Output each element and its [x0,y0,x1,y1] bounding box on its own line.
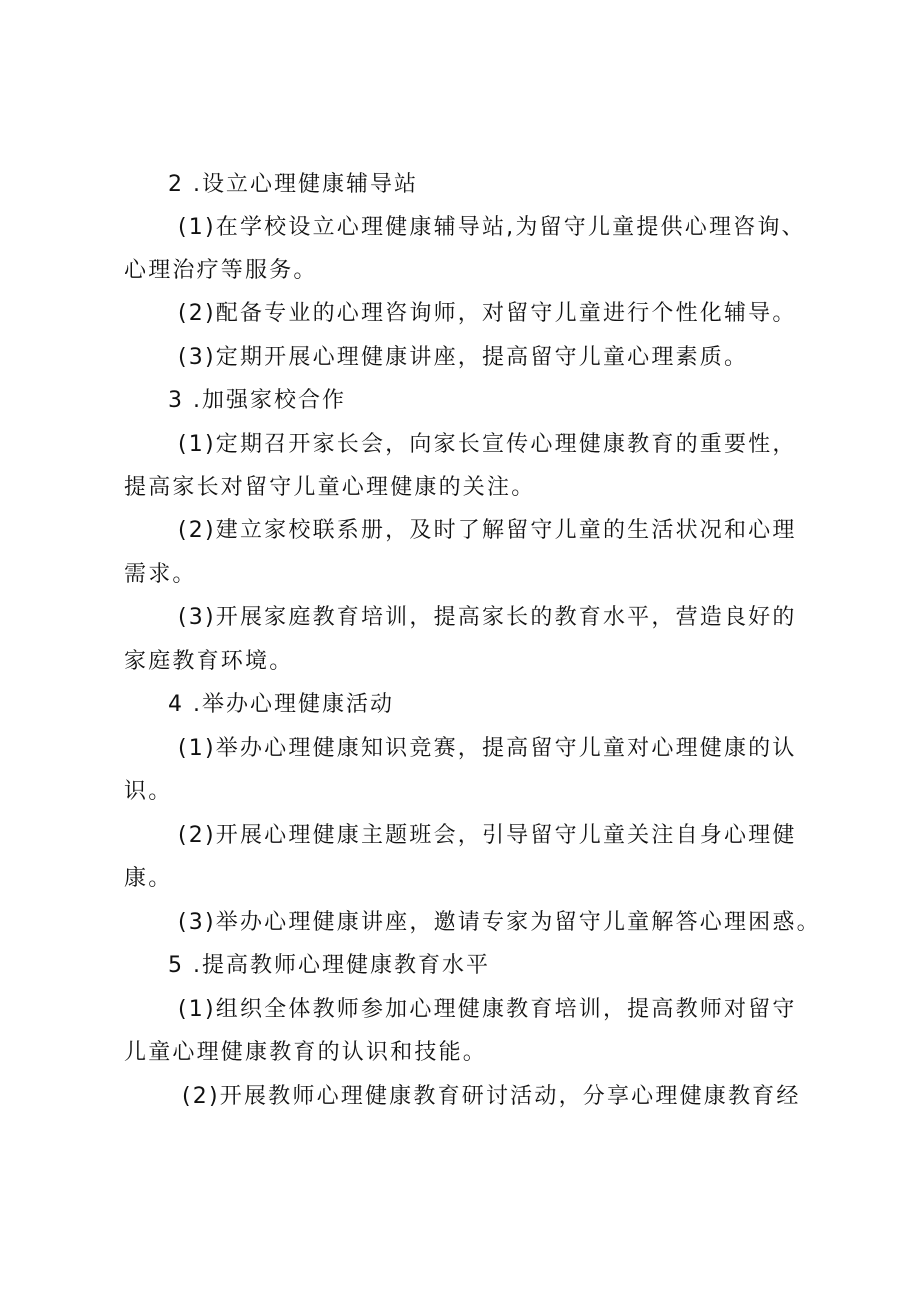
paragraph-line: (3)定期开展心理健康讲座，提高留守儿童心理素质。 [178,345,749,370]
paragraph-line: 心理治疗等服务。 [124,258,318,283]
paragraph-line: 提高家长对留守儿童心理健康的关注。 [124,475,536,500]
paragraph-line: (1)定期召开家长会，向家长宣传心理健康教育的重要性， [178,432,797,457]
paragraph-line: (3)举办心理健康讲座，邀请专家为留守儿童解答心理困惑。 [178,910,821,935]
paragraph-line: (2)开展心理健康主题班会，引导留守儿童关注自身心理健 [178,823,797,848]
paragraph-line: (1)在学校设立心理健康辅导站,为留守儿童提供心理咨询、 [178,215,806,240]
section-heading: 4 .举办心理健康活动 [168,692,394,717]
paragraph-line: 需求。 [124,562,197,587]
section-heading: 5 .提高教师心理健康教育水平 [168,953,490,978]
paragraph-line: (2)建立家校联系册，及时了解留守儿童的生活状况和心理 [178,518,797,543]
paragraph-line: 儿童心理健康教育的认识和技能。 [124,1040,488,1065]
paragraph-line: 家庭教育环境。 [124,649,294,674]
paragraph-line: (1)组织全体教师参加心理健康教育培训，提高教师对留守 [178,997,797,1022]
paragraph-line: (2)配备专业的心理咨询师，对留守儿童进行个性化辅导。 [178,301,797,326]
paragraph-line: 康。 [124,866,173,891]
paragraph-line: (2)开展教师心理健康教育研讨活动，分享心理健康教育经 [182,1084,801,1109]
section-heading: 3 .加强家校合作 [168,388,346,413]
paragraph-line: 识。 [124,779,173,804]
section-heading: 2 .设立心理健康辅导站 [168,172,418,197]
paragraph-line: (3)开展家庭教育培训，提高家长的教育水平，营造良好的 [178,605,797,630]
paragraph-line: (1)举办心理健康知识竞赛，提高留守儿童对心理健康的认 [178,736,797,761]
